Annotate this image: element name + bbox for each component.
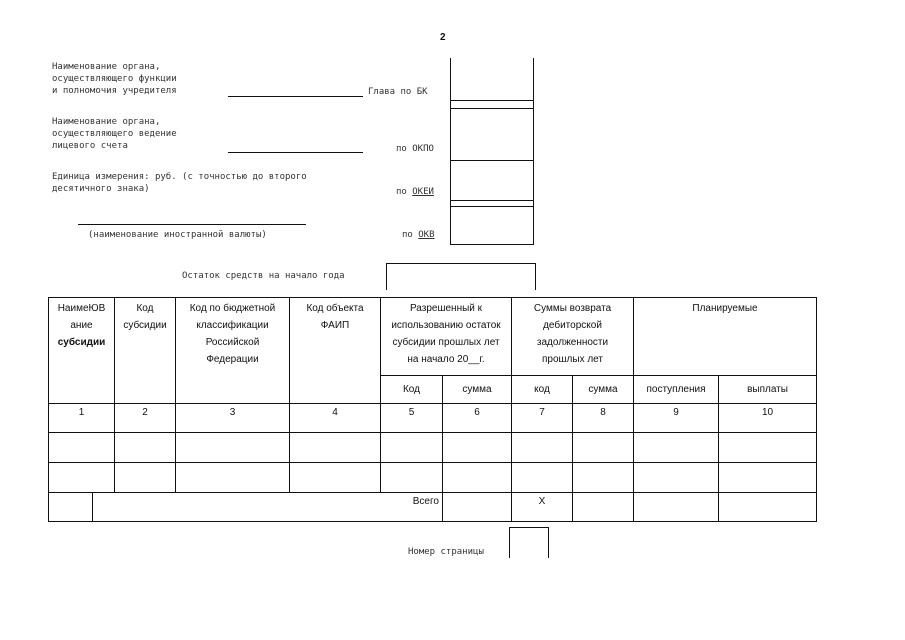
column-number: 8 bbox=[573, 404, 634, 433]
total-label-cell bbox=[49, 493, 443, 522]
total-x-cell: X bbox=[512, 493, 573, 522]
table-cell[interactable] bbox=[115, 463, 176, 493]
table-cell[interactable] bbox=[381, 463, 443, 493]
unit-label-line: десятичного знака) bbox=[52, 184, 150, 194]
okv-label bbox=[402, 229, 435, 241]
subheader-code: Код bbox=[381, 376, 443, 404]
header-planned: Планируемые bbox=[634, 298, 817, 376]
table-cell[interactable] bbox=[290, 463, 381, 493]
unit-label bbox=[52, 171, 307, 195]
total-row bbox=[49, 493, 817, 522]
page-number-box bbox=[509, 527, 549, 528]
table-row bbox=[49, 463, 817, 493]
account-label-line: Наименование органа, bbox=[52, 117, 161, 127]
currency-fill-line bbox=[78, 224, 306, 225]
header-budget-classification: Код по бюджетной классификации Российской Федерации bbox=[176, 298, 290, 404]
okv-code: ОКВ bbox=[418, 230, 435, 240]
subheader-sum: сумма bbox=[443, 376, 512, 404]
table-cell[interactable] bbox=[719, 463, 817, 493]
subheader-receipts: поступления bbox=[634, 376, 719, 404]
column-number: 9 bbox=[634, 404, 719, 433]
table-row bbox=[49, 433, 817, 463]
balance-box bbox=[386, 263, 536, 290]
okei-prefix: по bbox=[396, 187, 413, 197]
total-label: Всего bbox=[412, 496, 439, 507]
table-cell[interactable] bbox=[512, 463, 573, 493]
table-cell[interactable] bbox=[290, 433, 381, 463]
header-allowed-balance: Разрешенный к использованию остаток субсидии прошлых лет на начало 20__г. bbox=[381, 298, 512, 376]
account-label bbox=[52, 116, 177, 152]
total-sum-cell[interactable] bbox=[573, 493, 634, 522]
subsidy-table bbox=[48, 297, 817, 522]
table-cell[interactable] bbox=[115, 433, 176, 463]
okei-code: ОКЕИ bbox=[412, 187, 434, 197]
founder-label-line: и полномочия учредителя bbox=[52, 86, 177, 96]
table-cell[interactable] bbox=[573, 463, 634, 493]
table-cell[interactable] bbox=[573, 433, 634, 463]
founder-label-line: Наименование органа, bbox=[52, 62, 161, 72]
column-number: 4 bbox=[290, 404, 381, 433]
currency-caption: (наименование иностранной валюты) bbox=[88, 230, 267, 240]
column-number: 1 bbox=[49, 404, 115, 433]
table-cell[interactable] bbox=[634, 433, 719, 463]
okpo-label: по ОКПО bbox=[396, 144, 434, 154]
table-cell[interactable] bbox=[719, 433, 817, 463]
header-faip-code: Код объекта ФАИП bbox=[290, 298, 381, 404]
column-number: 2 bbox=[115, 404, 176, 433]
okei-label bbox=[396, 186, 434, 198]
table-cell[interactable] bbox=[634, 463, 719, 493]
table-cell[interactable] bbox=[381, 433, 443, 463]
column-numbers-row bbox=[49, 404, 817, 433]
column-number: 5 bbox=[381, 404, 443, 433]
page-number-label: Номер страницы bbox=[408, 547, 484, 557]
column-number: 3 bbox=[176, 404, 290, 433]
founder-label bbox=[52, 61, 177, 97]
table-cell[interactable] bbox=[176, 463, 290, 493]
total-sum-cell[interactable] bbox=[443, 493, 512, 522]
subheader-code: код bbox=[512, 376, 573, 404]
column-number: 10 bbox=[719, 404, 817, 433]
table-cell[interactable] bbox=[512, 433, 573, 463]
table-cell[interactable] bbox=[443, 433, 512, 463]
page-number: 2 bbox=[440, 32, 446, 43]
header-receivable-returns: Суммы возврата дебиторской задолженности прошлых лет bbox=[512, 298, 634, 376]
subheader-payments: выплаты bbox=[719, 376, 817, 404]
balance-label: Остаток средств на начало года bbox=[182, 271, 345, 281]
total-receipts-cell[interactable] bbox=[634, 493, 719, 522]
column-number: 6 bbox=[443, 404, 512, 433]
okv-prefix: по bbox=[402, 230, 419, 240]
total-payments-cell[interactable] bbox=[719, 493, 817, 522]
founder-fill-line bbox=[228, 96, 363, 97]
unit-label-line: Единица измерения: руб. (с точностью до второго bbox=[52, 172, 307, 182]
table-cell[interactable] bbox=[443, 463, 512, 493]
founder-label-line: осуществляющего функции bbox=[52, 74, 177, 84]
header-subsidy-code: Код субсидии bbox=[115, 298, 176, 404]
account-label-line: лицевого счета bbox=[52, 141, 128, 151]
subheader-sum: сумма bbox=[573, 376, 634, 404]
account-fill-line bbox=[228, 152, 363, 153]
table-cell[interactable] bbox=[49, 433, 115, 463]
table-cell[interactable] bbox=[176, 433, 290, 463]
column-number: 7 bbox=[512, 404, 573, 433]
account-label-line: осуществляющего ведение bbox=[52, 129, 177, 139]
header-subsidy-name: НаимеЮВ ание субсидии bbox=[49, 298, 115, 404]
glava-label: Глава по БК bbox=[368, 87, 428, 97]
table-cell[interactable] bbox=[49, 463, 115, 493]
